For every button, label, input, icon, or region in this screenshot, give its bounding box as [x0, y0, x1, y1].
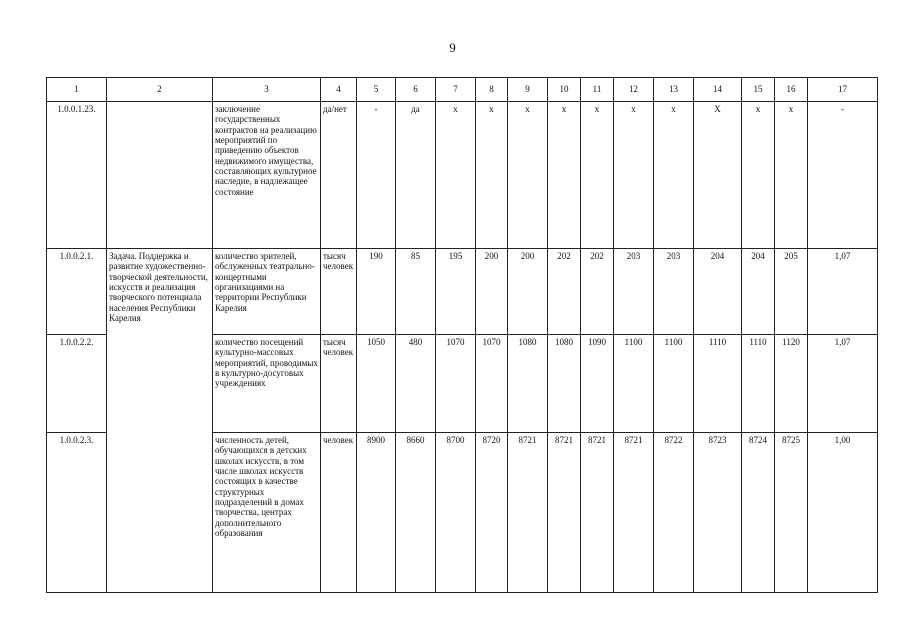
value-cell: х [654, 102, 694, 249]
page-number: 9 [449, 40, 456, 55]
value-cell: 1,00 [808, 433, 878, 593]
task-cell-empty [107, 102, 213, 249]
value-cell: 8725 [775, 433, 808, 593]
value-cell: 203 [654, 249, 694, 335]
value-cell: 190 [357, 249, 396, 335]
column-header: 17 [808, 78, 878, 102]
value-cell: 8660 [396, 433, 436, 593]
value-cell: 8700 [436, 433, 476, 593]
column-header: 2 [107, 78, 213, 102]
value-cell: 1110 [694, 335, 742, 433]
value-cell: х [742, 102, 775, 249]
value-cell: Х [694, 102, 742, 249]
column-header: 16 [775, 78, 808, 102]
value-cell: 1100 [654, 335, 694, 433]
value-cell: 1110 [742, 335, 775, 433]
task-cell: Задача. Поддержка и развитие художественно-творческой деятельности, искусств и реализация творческого потенциала населения Республики Карелия [107, 249, 213, 593]
value-cell: 8724 [742, 433, 775, 593]
column-header: 1 [47, 78, 107, 102]
unit-cell: человек [321, 433, 357, 593]
indicators-table [46, 77, 878, 593]
value-cell: х [614, 102, 654, 249]
table-row [47, 249, 878, 335]
value-cell: 1,07 [808, 249, 878, 335]
value-cell: 8721 [614, 433, 654, 593]
column-header: 8 [476, 78, 508, 102]
value-cell: х [581, 102, 614, 249]
table-row [47, 102, 878, 249]
value-cell: 204 [694, 249, 742, 335]
value-cell: 203 [614, 249, 654, 335]
value-cell: 8721 [508, 433, 548, 593]
header-row [47, 78, 878, 102]
unit-cell: тысяч человек [321, 335, 357, 433]
value-cell: 1080 [548, 335, 581, 433]
value-cell: х [436, 102, 476, 249]
column-header: 9 [508, 78, 548, 102]
value-cell: 8720 [476, 433, 508, 593]
column-header: 11 [581, 78, 614, 102]
unit-cell: да/нет [321, 102, 357, 249]
value-cell: да [396, 102, 436, 249]
row-id: 1.0.0.2.3. [47, 433, 107, 593]
value-cell: 204 [742, 249, 775, 335]
value-cell: 202 [581, 249, 614, 335]
row-id: 1.0.0.2.2. [47, 335, 107, 433]
value-cell: 1120 [775, 335, 808, 433]
value-cell: 8721 [581, 433, 614, 593]
column-header: 13 [654, 78, 694, 102]
column-header: 6 [396, 78, 436, 102]
column-header: 3 [213, 78, 321, 102]
column-header: 15 [742, 78, 775, 102]
value-cell: 8900 [357, 433, 396, 593]
value-cell: х [775, 102, 808, 249]
value-cell: - [808, 102, 878, 249]
column-header: 7 [436, 78, 476, 102]
value-cell: 1,07 [808, 335, 878, 433]
value-cell: х [476, 102, 508, 249]
value-cell: х [548, 102, 581, 249]
value-cell: 205 [775, 249, 808, 335]
row-id: 1.0.0.1.23. [47, 102, 107, 249]
indicator-text: заключение государственных контрактов на реализацию мероприятий по приведению объектов недвижимого имущества, составляющих культурное наследие, в надлежащее состояние [213, 102, 321, 249]
value-cell: 8722 [654, 433, 694, 593]
value-cell: 202 [548, 249, 581, 335]
value-cell: 200 [476, 249, 508, 335]
column-header: 12 [614, 78, 654, 102]
column-header: 14 [694, 78, 742, 102]
column-header: 4 [321, 78, 357, 102]
value-cell: 8723 [694, 433, 742, 593]
value-cell: 85 [396, 249, 436, 335]
value-cell: 8721 [548, 433, 581, 593]
value-cell: 1100 [614, 335, 654, 433]
indicator-text: количество зрителей, обслуженных театрально-концертными организациями на территории Республики Карелия [213, 249, 321, 335]
value-cell: 1080 [508, 335, 548, 433]
column-header: 10 [548, 78, 581, 102]
row-id: 1.0.0.2.1. [47, 249, 107, 335]
value-cell: 1070 [436, 335, 476, 433]
value-cell: 1050 [357, 335, 396, 433]
column-header: 5 [357, 78, 396, 102]
indicator-text: количество посещений культурно-массовых мероприятий, проводимых в культурно-досуговых учреждениях [213, 335, 321, 433]
value-cell: 1090 [581, 335, 614, 433]
value-cell: 480 [396, 335, 436, 433]
value-cell: 1070 [476, 335, 508, 433]
value-cell: 195 [436, 249, 476, 335]
value-cell: 200 [508, 249, 548, 335]
value-cell: х [508, 102, 548, 249]
indicator-text: численность детей, обучающихся в детских школах искусств, в том числе школах искусств состоящих в качестве структурных подразделений в домах творчества, центрах дополнительного образования [213, 433, 321, 593]
unit-cell: тысяч человек [321, 249, 357, 335]
value-cell: - [357, 102, 396, 249]
